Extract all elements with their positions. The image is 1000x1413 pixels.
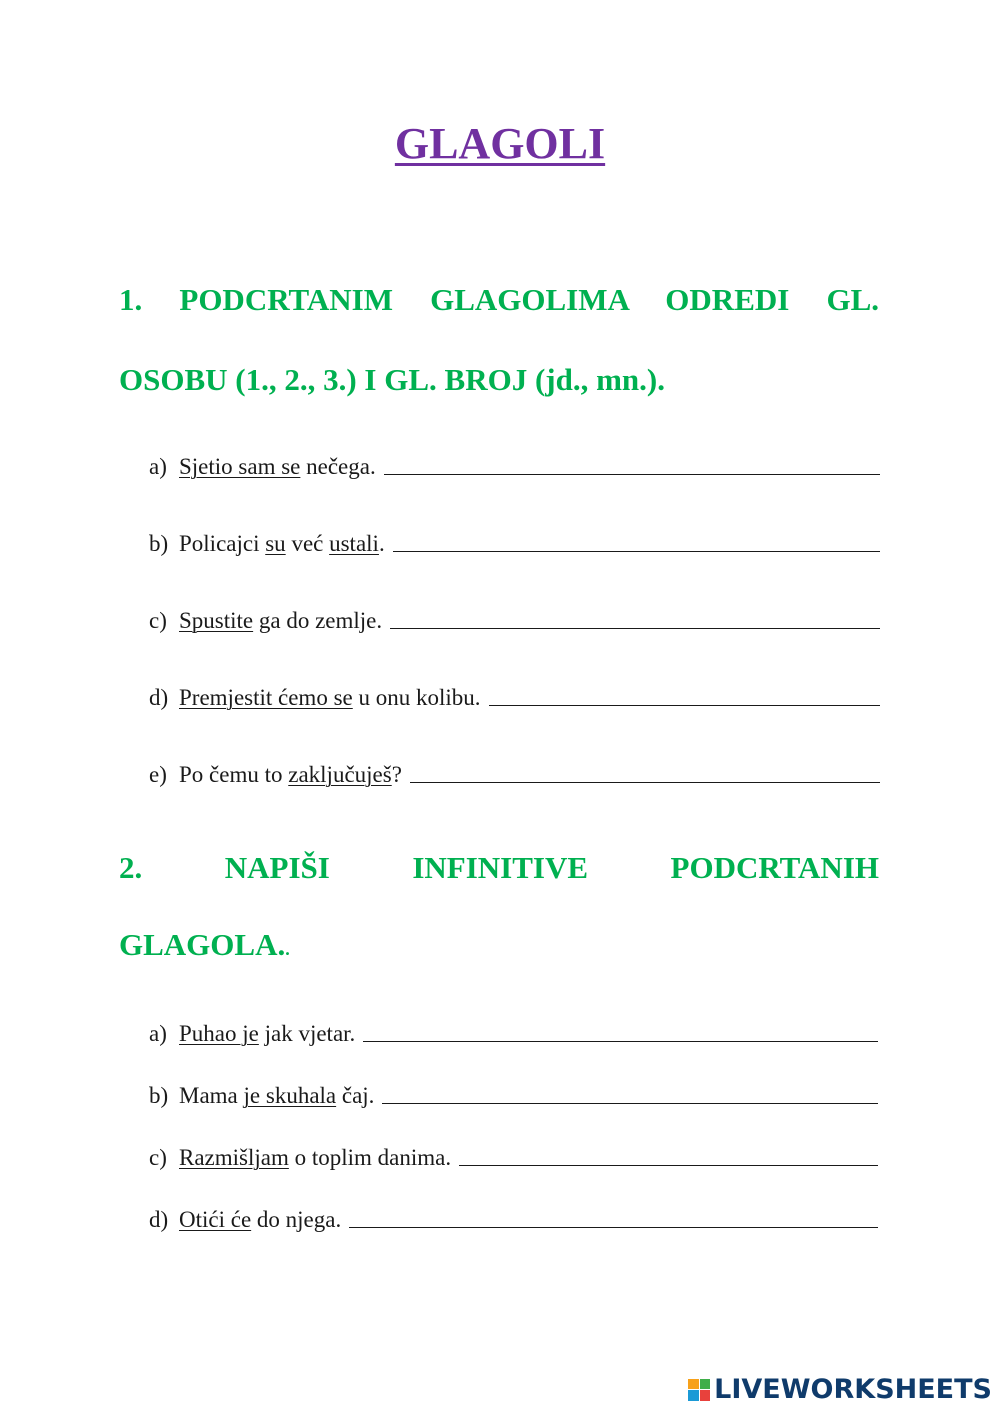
logo-square xyxy=(688,1390,699,1401)
answer-blank[interactable] xyxy=(349,1227,878,1228)
answer-blank[interactable] xyxy=(363,1041,878,1042)
answer-blank[interactable] xyxy=(459,1165,878,1166)
item-sentence xyxy=(179,1145,451,1171)
item-letter: e) xyxy=(149,762,167,787)
exercise-item xyxy=(149,602,880,634)
sentence-text: ga do zemlje. xyxy=(253,608,383,633)
item-sentence xyxy=(179,762,402,788)
liveworksheets-logo xyxy=(688,1374,992,1405)
answer-blank[interactable] xyxy=(410,782,880,783)
exercise-item xyxy=(149,1077,878,1109)
sentence-text: čaj. xyxy=(336,1083,375,1108)
sentence-text: u onu kolibu. xyxy=(352,685,481,710)
underlined-verb: zaključuješ xyxy=(288,762,392,787)
exercise-item xyxy=(149,1139,878,1171)
brand-text: LIVEWORKSHEETS xyxy=(714,1374,992,1405)
item-letter: d) xyxy=(149,1207,169,1232)
underlined-verb: Premjestit ćemo se xyxy=(179,685,353,710)
item-sentence xyxy=(179,1083,374,1109)
section1-heading-line1: 1. PODCRTANIM GLAGOLIMA ODREDI GL. xyxy=(119,282,879,317)
underlined-verb: Spustite xyxy=(179,608,254,633)
section1-heading-line2: OSOBU (1., 2., 3.) I GL. BROJ (jd., mn.). xyxy=(119,362,665,397)
sentence-text: jak vjetar. xyxy=(258,1021,356,1046)
sentence-text: do njega. xyxy=(251,1207,342,1232)
sentence-text: ? xyxy=(391,762,402,787)
underlined-verb: Razmišljam xyxy=(179,1145,289,1170)
exercise-item xyxy=(149,756,880,788)
logo-square xyxy=(700,1390,711,1401)
item-letter: d) xyxy=(149,685,169,710)
sentence-text: . xyxy=(378,531,385,556)
underlined-verb: Puhao je xyxy=(179,1021,259,1046)
item-letter: a) xyxy=(149,454,167,479)
sentence-text: o toplim danima. xyxy=(288,1145,452,1170)
underlined-verb: Otići će xyxy=(179,1207,252,1232)
liveworksheets-logo-icon xyxy=(688,1379,710,1401)
answer-blank[interactable] xyxy=(489,705,880,706)
sentence-text: Policajci xyxy=(179,531,266,556)
item-letter: a) xyxy=(149,1021,167,1046)
exercise-item xyxy=(149,448,880,480)
worksheet-title: GLAGOLI xyxy=(394,119,606,168)
item-letter: b) xyxy=(149,531,169,556)
answer-blank[interactable] xyxy=(393,551,880,552)
sentence-text: Mama xyxy=(179,1083,244,1108)
exercise-item xyxy=(149,1201,878,1233)
item-sentence xyxy=(179,1021,355,1047)
item-letter: c) xyxy=(149,1145,167,1170)
sentence-text: Po čemu to xyxy=(179,762,289,787)
item-letter: c) xyxy=(149,608,167,633)
sentence-text: nečega. xyxy=(300,454,376,479)
item-letter: b) xyxy=(149,1083,169,1108)
item-sentence xyxy=(179,608,382,634)
exercise-item xyxy=(149,525,880,557)
underlined-verb: ustali xyxy=(329,531,379,556)
exercise-item xyxy=(149,1015,878,1047)
underlined-verb: su xyxy=(265,531,286,556)
answer-blank[interactable] xyxy=(384,474,880,475)
answer-blank[interactable] xyxy=(390,628,880,629)
item-sentence xyxy=(179,531,385,557)
sentence-text: već xyxy=(285,531,330,556)
section2-heading-line1: 2. NAPIŠI INFINITIVE PODCRTANIH xyxy=(119,850,879,885)
item-sentence xyxy=(179,685,481,711)
logo-square xyxy=(700,1379,711,1390)
underlined-verb: Sjetio sam se xyxy=(179,454,301,479)
answer-blank[interactable] xyxy=(382,1103,878,1104)
underlined-verb: je skuhala xyxy=(243,1083,337,1108)
item-sentence xyxy=(179,1207,341,1233)
section2-heading-line2: GLAGOLA.. xyxy=(119,927,290,962)
exercise-item xyxy=(149,679,880,711)
item-sentence xyxy=(179,454,376,480)
logo-square xyxy=(688,1379,699,1390)
